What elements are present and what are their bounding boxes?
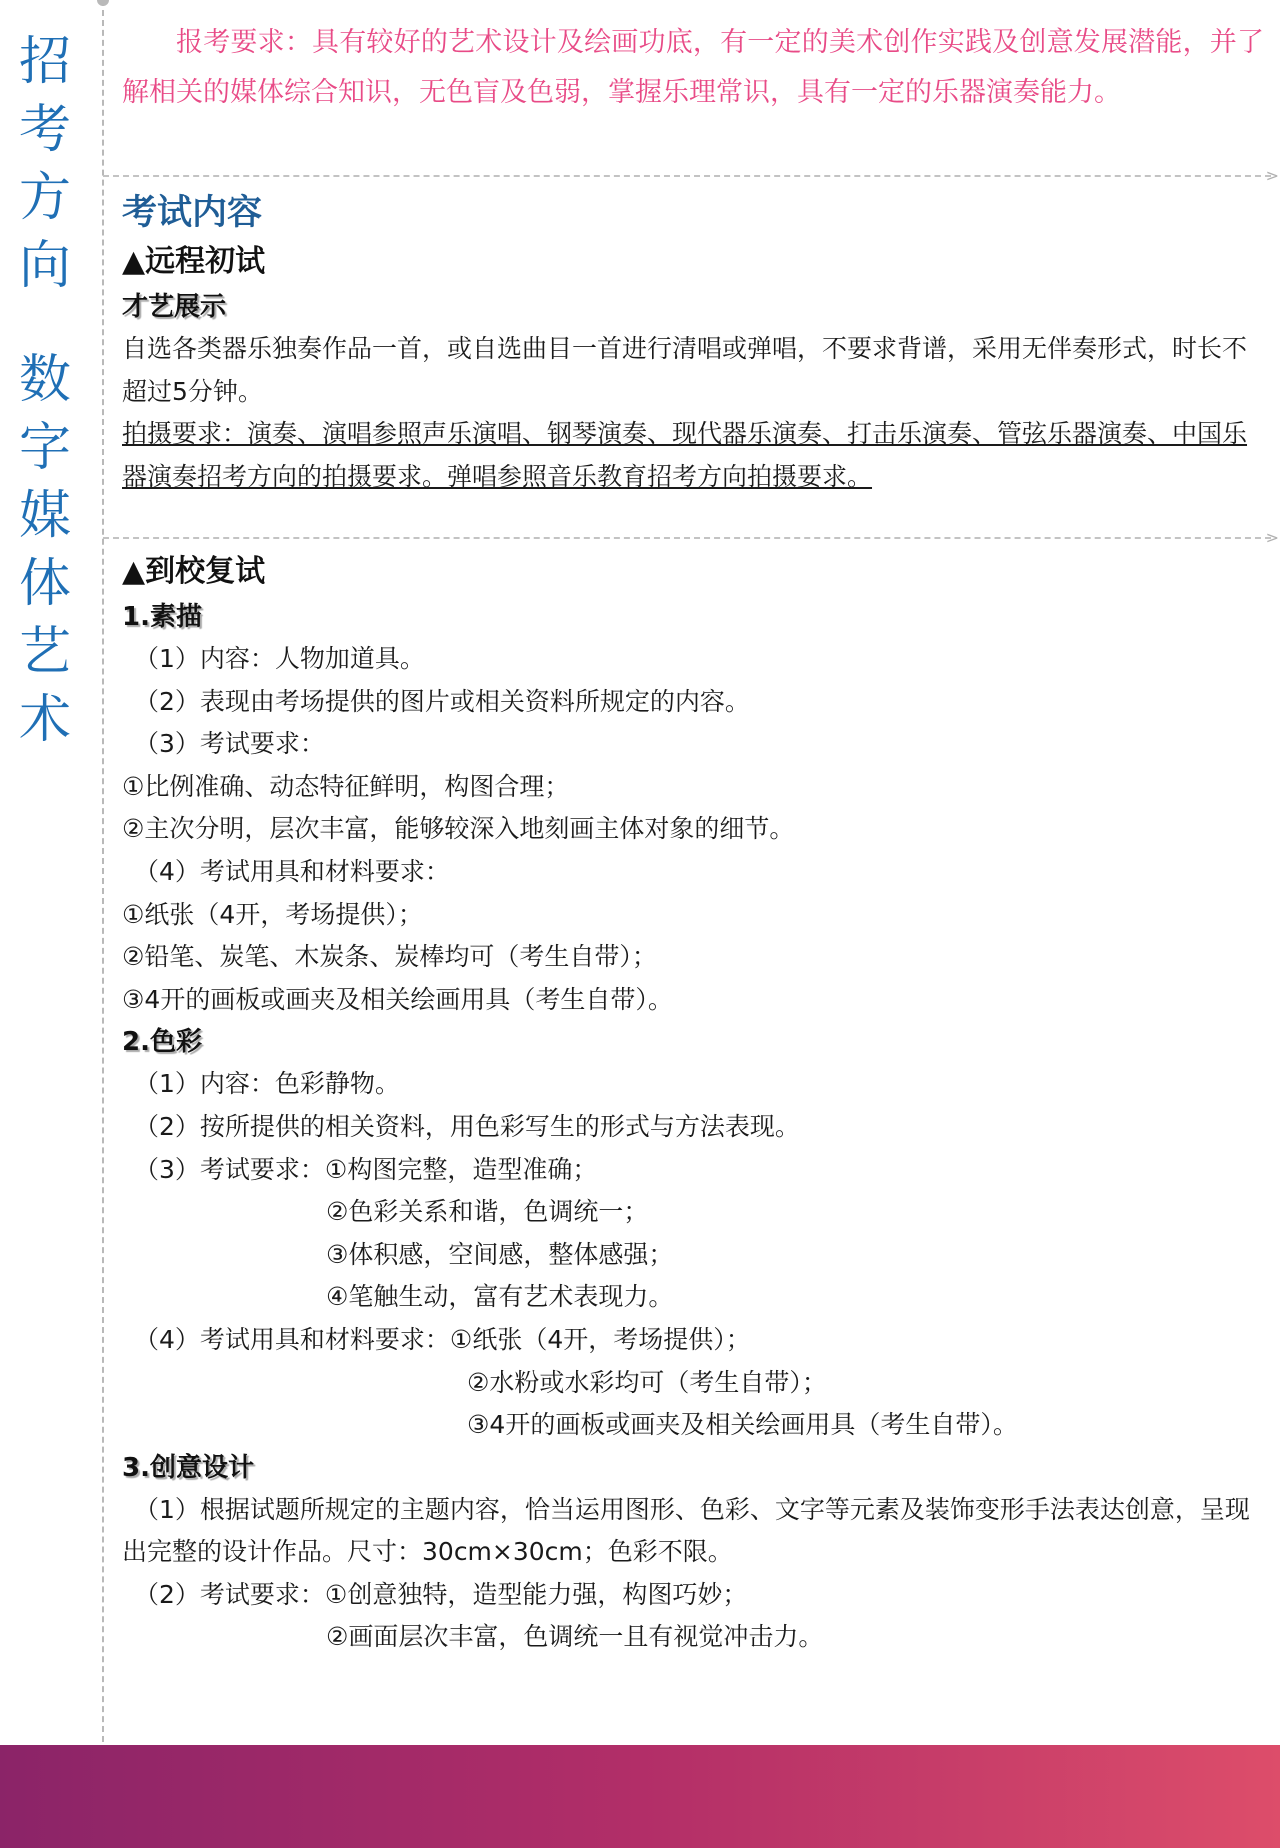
color-line: ③4开的画板或画夹及相关绘画用具（考生自带）。 — [467, 1410, 1018, 1440]
sketch-heading: 1.素描 — [122, 602, 202, 632]
sidebar-title-line1 — [14, 28, 76, 300]
section-separator — [103, 166, 1279, 185]
title-char: 术 — [18, 690, 71, 750]
design-line: （2）考试要求：①创意独特，造型能力强，构图巧妙； — [134, 1579, 748, 1609]
exam-content-heading: 考试内容 — [122, 193, 263, 233]
sidebar-title — [14, 28, 76, 754]
sketch-line: ②主次分明，层次丰富，能够较深入地刻画主体对象的细节。 — [122, 814, 795, 844]
sketch-line: （1）内容：人物加道具。 — [134, 644, 425, 673]
title-char: 向 — [18, 236, 71, 296]
footer-band — [0, 1745, 1280, 1848]
vertical-divider — [102, 0, 104, 1752]
remote-section — [122, 188, 1264, 498]
color-heading: 2.色彩 — [122, 1027, 202, 1058]
separator-arrow-icon: > — [1265, 166, 1279, 185]
color-line: ③体积感，空间感，整体感强； — [326, 1239, 674, 1269]
sketch-line: （4）考试用具和材料要求： — [134, 856, 450, 886]
divider-dot-top — [97, 0, 109, 6]
onsite-section — [122, 548, 1264, 1659]
sketch-line: ①比例准确、动态特征鲜明，构图合理； — [122, 771, 570, 801]
title-char: 数 — [18, 350, 71, 410]
admission-requirements: 报考要求：具有较好的艺术设计及绘画功底，有一定的美术创作实践及创意发展潜能，并了解相关的媒体综合知识，无色盲及色弱，掌握乐理常识，具有一定的乐器演奏能力。 — [122, 27, 1264, 108]
design-heading: 3.创意设计 — [122, 1452, 254, 1483]
sketch-line: （2）表现由考场提供的图片或相关资料所规定的内容。 — [134, 686, 750, 716]
talent-heading: 才艺展示 — [122, 292, 227, 322]
talent-description: 自选各类器乐独奏作品一首，或自选曲目一首进行清唱或弹唱，不要求背谱，采用无伴奏形式，时长不超过5分钟。 — [122, 334, 1248, 406]
sketch-line: ②铅笔、炭笔、木炭条、炭棒均可（考生自带）； — [122, 942, 657, 972]
color-line: ②色彩关系和谐，色调统一； — [326, 1197, 649, 1227]
title-char: 字 — [18, 418, 71, 478]
section-separator — [103, 528, 1279, 547]
design-line: （1）根据试题所规定的主题内容，恰当运用图形、色彩、文字等元素及装饰变形手法表达创意，呈现出完整的设计作品。尺寸：30cm×30cm；色彩不限。 — [122, 1494, 1250, 1567]
title-char: 艺 — [18, 622, 71, 682]
color-line: （3）考试要求：①构图完整，造型准确； — [134, 1154, 598, 1184]
title-char: 招 — [18, 32, 71, 92]
separator-arrow-icon: > — [1265, 528, 1279, 547]
sketch-line: （3）考试要求： — [134, 729, 325, 759]
color-line: （4）考试用具和材料要求：①纸张（4开，考场提供）； — [134, 1324, 751, 1354]
sketch-line: ①纸张（4开，考场提供）； — [122, 899, 423, 929]
design-line: ②画面层次丰富，色调统一且有视觉冲击力。 — [326, 1622, 824, 1652]
color-line: （2）按所提供的相关资料，用色彩写生的形式与方法表现。 — [134, 1111, 800, 1141]
color-line: ④笔触生动，富有艺术表现力。 — [326, 1282, 674, 1312]
color-line: （1）内容：色彩静物。 — [134, 1069, 400, 1099]
title-char: 体 — [18, 554, 71, 614]
remote-heading: ▲远程初试 — [122, 244, 266, 279]
filming-requirements: 拍摄要求：演奏、演唱参照声乐演唱、钢琴演奏、现代器乐演奏、打击乐演奏、管弦乐器演奏、中国乐器演奏招考方向的拍摄要求。弹唱参照音乐教育招考方向拍摄要求。 — [122, 419, 1248, 491]
title-char: 媒 — [18, 486, 71, 546]
title-char: 方 — [18, 168, 71, 228]
onsite-heading: ▲到校复试 — [122, 554, 266, 589]
title-char: 考 — [18, 100, 71, 160]
sidebar-title-line2 — [14, 346, 76, 754]
color-line: ②水粉或水彩均可（考生自带）； — [467, 1367, 827, 1397]
sketch-line: ③4开的画板或画夹及相关绘画用具（考生自带）。 — [122, 984, 673, 1014]
